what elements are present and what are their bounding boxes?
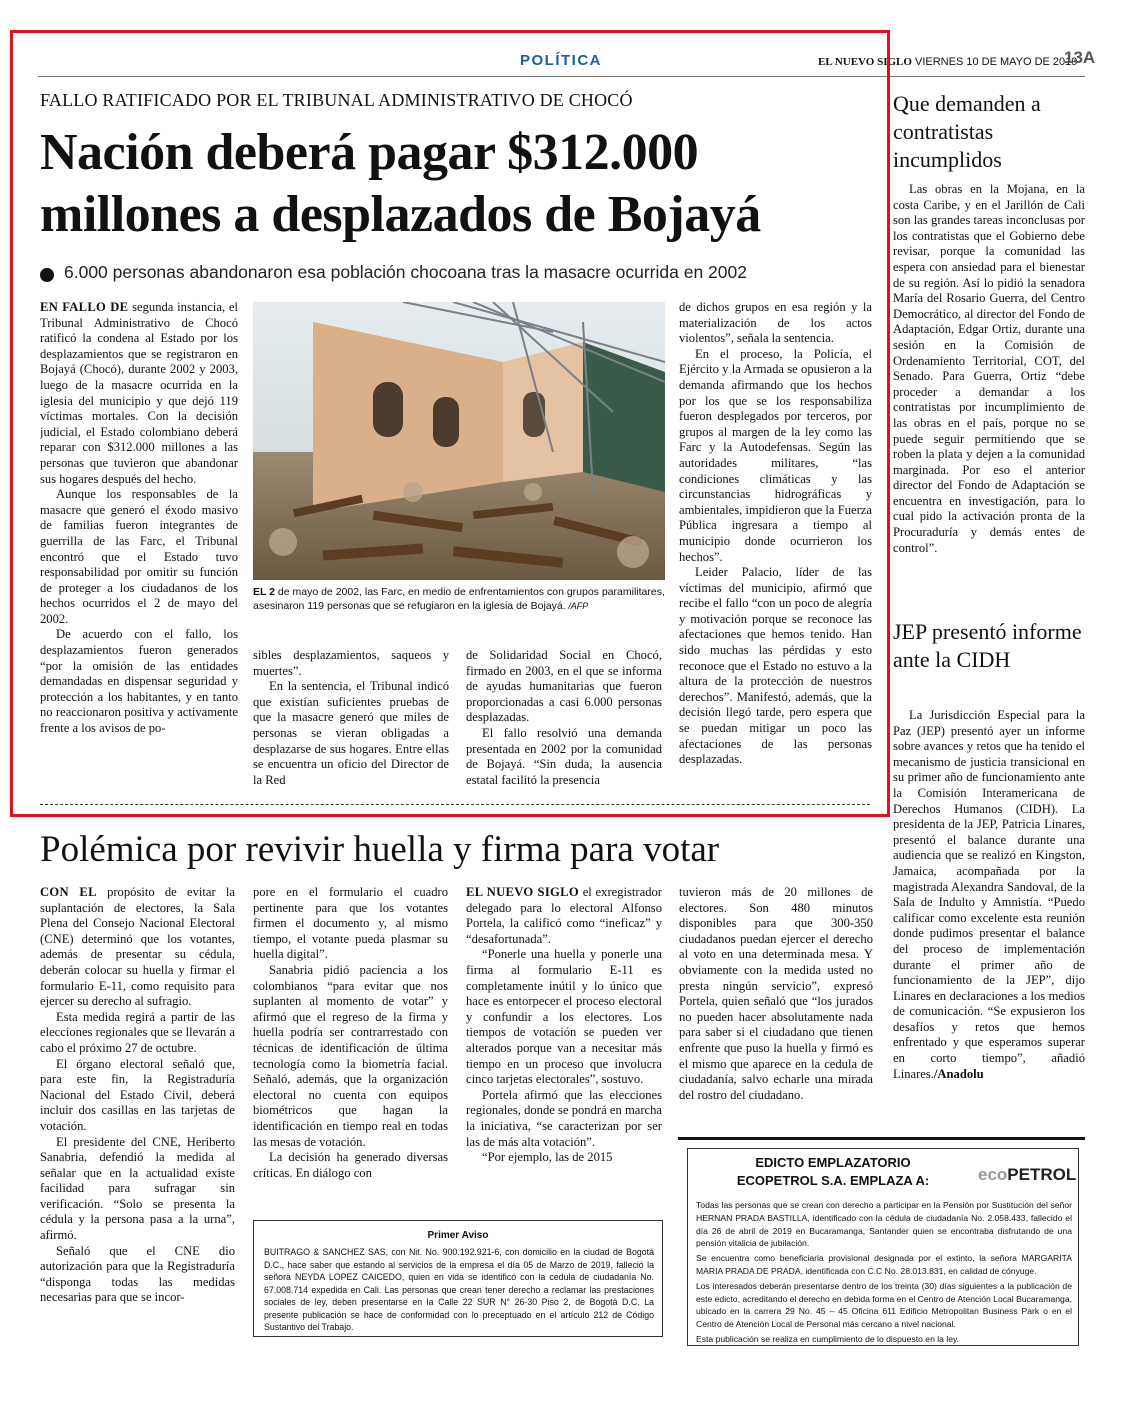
subheadline: 6.000 personas abandonaron esa población chocoana tras la masacre ocurrida en 2002 bbox=[64, 262, 747, 282]
paragraph: propósito de evitar la suplantación de electores, la Sala Plena del Consejo Nacional Electoral (CNE) determinó que los votantes, además de presentar su cédula, deberán colocar su huella y firmar el formulario E-11, como requisito para ejercer su derecho al sufragio. bbox=[40, 885, 235, 1009]
paragraph: Leider Palacio, líder de las víctimas del municipio, afirmó que recibe el fallo “con un poco de alegría y motivación porque se reconoce las afectaciones que hemos tenido. Han sido muchas las pérdidas y esto reconoce que el Estado no estuvo a la altura de la protección de nuestros derechos”. Manifestó, además, que la decisión llegó tarde, pero espera que se puedan mitigar un poco las afectaciones de las personas desplazadas. bbox=[679, 565, 872, 767]
section-label: POLÍTICA bbox=[520, 52, 602, 69]
lead-in: EN FALLO DE bbox=[40, 300, 129, 314]
paragraph: Esta medida regirá a partir de las elecciones regionales que se llevarán a cabo el próximo 27 de octubre. bbox=[40, 1009, 235, 1055]
issue-date: VIERNES 10 DE MAYO DE 2019 bbox=[914, 56, 1078, 68]
paragraph: de dichos grupos en esa región y la materialización de los actos violentos”, señala la sentencia. bbox=[679, 300, 872, 346]
edict-frame bbox=[687, 1148, 1079, 1346]
paragraph: sibles desplazamientos, saqueos y muertes”. bbox=[253, 648, 449, 678]
brief-body bbox=[893, 182, 1085, 602]
paragraph: En el proceso, la Policía, el Ejército y la Armada se opusieron a la demanda afirmando que los hechos por los que se los responsabiliza fueron desplegados por terceros, por grupos al margen de la ley como las Farc y la Autodefensas. Según las autoridades militares, “las condiciones climáticas y las circunstancias hidrográficas y ambientales, impidieron que la Fuerza Pública ingresara a tiempo al municipio donde ocurrieron los hechos”. bbox=[679, 346, 872, 564]
paragraph: pore en el formulario el cuadro pertinente para que los votantes firmen el documento y, al mismo tiempo, el votante pueda plasmar su huella digital”. bbox=[253, 885, 448, 962]
main-column-1 bbox=[40, 300, 238, 800]
paragraph: En la sentencia, el Tribunal indicó que existían suficientes pruebas de que la masacre generó que miles de personas se vieran obligadas a desplazarse de sus hogares. Entre ellas se encuentra un oficio del Director de la Red bbox=[253, 679, 449, 787]
photo-image bbox=[253, 302, 665, 580]
headline: Polémica por revivir huella y firma para votar bbox=[40, 829, 720, 870]
paragraph: El órgano electoral señaló que, para este fin, la Registraduría Nacional del Estado Civil, deberá incluir dos casillas en las tarjetas de votación. bbox=[40, 1056, 235, 1133]
section-divider bbox=[40, 804, 870, 805]
logo-part: PETROL bbox=[1007, 1165, 1077, 1184]
paragraph: La decisión ha generado diversas críticas. En diálogo con bbox=[253, 1150, 448, 1180]
paragraph: segunda instancia, el Tribunal Administrativo de Chocó ratificó la condena al Estado por los desplazamientos que se registraron en Bojayá (Chocó), durante 2002 y 2003, luego de la masacre ocurrida en la iglesia del municipio y que dejó 119 víctimas mortales. Con la decisión judicial, el Estado colombiano deberá reparar con $312.000 millones a las personas que tuvieron que abandonar sus hogares después del hecho. bbox=[40, 300, 238, 486]
paragraph: Portela afirmó que las elecciones regionales, donde se pondrá en marcha la iniciativa, “se caracterizan por ser las de más alta votación”. bbox=[466, 1087, 662, 1149]
logo-part: eco bbox=[978, 1165, 1008, 1184]
photo-caption bbox=[253, 585, 665, 613]
story2-column-1 bbox=[40, 885, 235, 1345]
paragraph: el exregistrador delegado para lo electoral Alfonso Portela, la calificó como “ineficaz” y “desafortunada”. bbox=[466, 885, 662, 946]
page-number: 13A bbox=[1064, 48, 1096, 67]
main-column-4 bbox=[679, 300, 872, 800]
bullet-icon bbox=[40, 268, 54, 282]
paragraph: Esta publicación se realiza en cumplimiento de lo dispuesto en la ley. bbox=[696, 1333, 960, 1344]
paragraph: Las obras en la Mojana, en la costa Caribe, y en el Jarillón de Cali son las grandes tareas inconclusas por los contratistas que el Gobierno debe revisar, porque la comunidad las espera con ansiedad para el bienestar de su región. Así lo pidió la senadora María del Rosario Guerra, del Centro Democrático, al director del Fondo de Adaptación, Edgar Ortiz, durante una sesión en la Comisión de Ordenamiento Territorial, COT, del Senado. Para Guerra, Ortiz “debe proceder a demandar a los contratistas por incumplimiento de las obras en el país, porque no se puede seguir permitiendo que se roben la plata y dejen a la comunidad marginada. Por eso el anterior director del Fondo de Adaptación se encuentra en investigación, para lo cual pido la activación pronta de la Procuraduría y demás entes de control”. bbox=[893, 182, 1085, 555]
story2-column-2 bbox=[253, 885, 448, 1207]
paragraph: El presidente del CNE, Heriberto Sanabria, defendió la medida al señalar que en la actualidad existe facilidad para sufragar sin verificación. “Solo se presenta la cédula y la persona pasa a la urna”, afirmó. bbox=[40, 1134, 235, 1243]
headline: Nación deberá pagar $312.000 millones a desplazados de Bojayá bbox=[40, 124, 761, 243]
paragraph: Se encuentra como beneficiaria provisional designada por el extinto, la señora MARGARITA MARIA PRADA DE PRADA, identificada con C.C No. 28.013.831, en calidad de cónyuge. bbox=[696, 1253, 1072, 1276]
paragraph-text: La Jurisdicción Especial para la Paz (JEP) presentó ayer un informe sobre avances y retos que ha tenido el mecanismo de justicia transicional en su primer año de funcionamiento ante la Comisión Interamericana de Derechos Humanos (CIDH). La presidenta de la JEP, Patricia Linares, presentó el balance durante una audiencia que se realizó en Kingston, Jamaica, acompañada por la magistrada Alexandra Sandoval, de la Sala de Indulto y Amnistía. “Puedo calificar como excelente esta reunión donde pudimos presentar el balance del proceso de implementación durante el primer año de funcionamiento de la JEP”, dijo Linares en declaraciones a los medios de comunicación. “Se expusieron los desafíos y retos que hemos enfrentado y que esperamos superar en corto tiempo”, añadió Linares. bbox=[893, 708, 1085, 1081]
paragraph: “Ponerle una huella y ponerle una firma al formulario E-11 es completamente inútil y lo único que hace es entorpecer el proceso electoral y confundir a los electores. Los tiempos de votación se pueden ver alterados porque van a necesitar más tiempo en un proceso que involucra cinco tarjetas electorales”, sostuvo. bbox=[466, 947, 662, 1087]
notice-title: Primer Aviso bbox=[427, 1230, 489, 1241]
caption-text: de mayo de 2002, las Farc, en medio de enfrentamientos con grupos paramilitares, asesinaron 119 personas que se refugiaron en la iglesia de Bojayá. bbox=[253, 586, 665, 612]
ecopetrol-logo bbox=[978, 1165, 1076, 1185]
edict-ad bbox=[678, 1137, 1085, 1347]
paragraph: Sanabria pidió paciencia a los colombianos “para evitar que nos suplanten al momento de votar” y afirmó que el regreso de la firma y huella podría ser contrarrestado con técnicas de identificación de última tecnología como la biometría facial. Señaló, además, que la organización electoral no cuenta con equipos biométricos que hagan la identificación en tiempo real en todas las mesas de votación. bbox=[253, 962, 448, 1149]
paragraph: Los interesados deberán presentarse dentro de los treinta (30) días siguientes a la publicación de este edicto, acreditando el derecho en debida forma en el Centro de Atención Local Bucaramanga, ubicado en la carrera 29 No. 45 – 45 Oficina 611 Edificio Metropolitan Business Park o en el Centro de Atención Local de Personal más cercano a nivel nacional. bbox=[696, 1280, 1072, 1330]
notice-box bbox=[253, 1220, 663, 1337]
story2-column-4 bbox=[679, 885, 873, 1130]
paragraph: Aunque los responsables de la masacre que generó el éxodo masivo de familias fueron integrantes de guerrilla de las Farc, el Tribunal encontró que el Estado tuvo responsabilidad por omitir su función de proteger a los ciudadanos de los hechos ocurridos el 2 de mayo del 2002. bbox=[40, 487, 238, 626]
paragraph bbox=[893, 708, 1085, 1082]
brief-body bbox=[893, 708, 1085, 1128]
notice-body: BUITRAGO & SANCHEZ SAS, con Nit. No. 900.192.921-6, con domicilio en la ciudad de Bogotá D.C., hace saber que estando al servicios de la empresa el día 05 de Marzo de 2019, falleció la señora NEYDA LOPEZ CAICEDO, quien en vida se identificó con la cedula de ciudadanía No. 67.008.714 expedida en Cali. Las personas que crean tener derecho a reclamar las prestaciones sociales de ley, deben presentarse en la Calle 22 SUR N° 26-30 Piso 2, de Bogotá D.C. La presente publicación se hace de conformidad con lo preceptuado en el artículo 212 de Código Sustantivo del Trabajo. bbox=[264, 1247, 654, 1332]
paragraph: tuvieron más de 20 millones de electores. Son 480 minutos disponibles para que 300-350 ciudadanos puedan ejercer el derecho al voto en una determinada mesa. Y obviamente con la medida usted no presta ningún servicio”, expresó Portela, quien señaló que “los jurados no pueden hacer absolutamente nada para saber si el ciudadano que tienen enfrente que puso la huella y firmó es el mismo que aparece en la cedula de ciudadanía, salvo echarle una mirada del rostro del ciudadano. bbox=[679, 885, 873, 1102]
edict-title: EDICTO EMPLAZATORIO bbox=[755, 1155, 911, 1170]
brief-title: Que demanden a contratistas incumplidos bbox=[893, 91, 1041, 172]
church-ruins-photo bbox=[253, 302, 665, 580]
credit: /Anadolu bbox=[933, 1066, 984, 1081]
paragraph: El fallo resolvió una demanda presentada en 2002 por la comunidad de Bojayá. “Sin duda, la ausencia estatal facilitó la presencia bbox=[466, 725, 662, 787]
paragraph: Señaló que el CNE dio autorización para que la Registraduría “disponga todas las medidas necesarias para que se incor- bbox=[40, 1243, 235, 1305]
lead-in: EL NUEVO SIGLO bbox=[466, 885, 579, 899]
kicker: FALLO RATIFICADO POR EL TRIBUNAL ADMINISTRATIVO DE CHOCÓ bbox=[40, 90, 633, 110]
caption-credit: /AFP bbox=[565, 601, 589, 611]
paragraph: Todas las personas que se crean con derecho a participar en la Pensión por Sustitución del señor HERNAN PRADA BASTILLA, identificado con la cédula de ciudadanía No. 2.058.433, fallecido el día 26 de abril de 2019 en Bucaramanga, Santander quien se encontraba disfrutando de una pensión vitalicia de jubilación. bbox=[696, 1200, 1072, 1249]
story2-column-3 bbox=[466, 885, 662, 1207]
brief-title: JEP presentó informe ante la CIDH bbox=[893, 619, 1082, 672]
main-column-3 bbox=[466, 648, 662, 798]
paragraph: de Solidaridad Social en Chocó, firmado en 2003, en el que se informa de ayudas humanitarias que fueron proporcionadas a casi 6.000 personas desplazadas. bbox=[466, 648, 662, 725]
main-column-2 bbox=[253, 648, 449, 798]
edict-subtitle: ECOPETROL S.A. EMPLAZA A: bbox=[736, 1173, 930, 1188]
caption-lead: EL 2 bbox=[253, 586, 275, 598]
lead-in: CON EL bbox=[40, 885, 97, 899]
paragraph: “Por ejemplo, las de 2015 bbox=[482, 1150, 613, 1165]
edict-body bbox=[696, 1199, 1072, 1348]
paragraph: De acuerdo con el fallo, los desplazamientos fueron generados “por la omisión de las entidades demandadas en dispensar seguridad y protección a los habitantes, y en tanto no reaccionaron positiva y activamente frente a los avisos de po- bbox=[40, 627, 238, 736]
paper-name: EL NUEVO SIGLO bbox=[818, 56, 912, 68]
